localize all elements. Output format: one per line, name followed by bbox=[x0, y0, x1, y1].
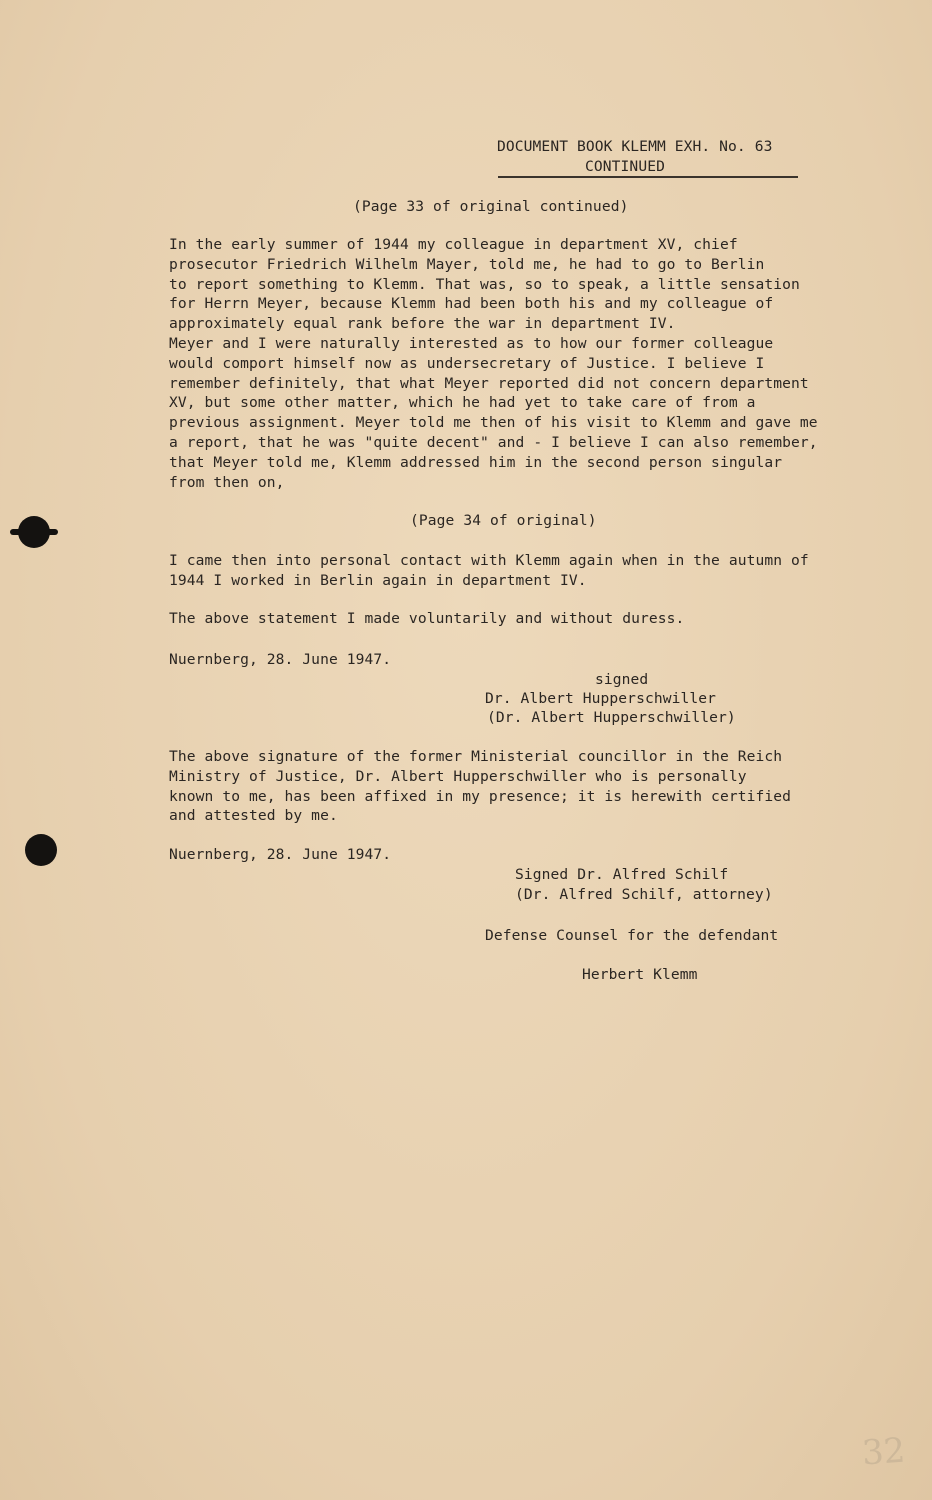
statement-line: The above statement I made voluntarily and without duress. bbox=[169, 610, 685, 627]
defense-counsel-line: Defense Counsel for the defendant bbox=[485, 927, 779, 944]
page-note-34: (Page 34 of original) bbox=[410, 512, 597, 529]
body-paragraph-2: I came then into personal contact with Klemm again when in the autumn of 1944 I worked in Berlin again in department IV. bbox=[169, 552, 809, 589]
place-date-2: Nuernberg, 28. June 1947. bbox=[169, 846, 392, 863]
signed-attorney-parenthetical: (Dr. Alfred Schilf, attorney) bbox=[515, 886, 773, 903]
header-underline bbox=[498, 176, 798, 178]
defendant-name: Herbert Klemm bbox=[582, 966, 698, 983]
punch-hole-icon bbox=[18, 516, 50, 548]
place-date-1: Nuernberg, 28. June 1947. bbox=[169, 651, 392, 668]
document-subtitle: CONTINUED bbox=[585, 158, 665, 175]
page-note-33: (Page 33 of original continued) bbox=[353, 198, 629, 215]
punch-hole-icon bbox=[25, 834, 57, 866]
signed-attorney: Signed Dr. Alfred Schilf bbox=[515, 866, 729, 883]
signed-label-1: signed bbox=[595, 671, 649, 688]
document-title: DOCUMENT BOOK KLEMM EXH. No. 63 bbox=[497, 138, 773, 155]
folio-number: 32 bbox=[860, 1430, 907, 1474]
signatory-1-name: Dr. Albert Hupperschwiller bbox=[485, 690, 717, 707]
body-paragraph-1: In the early summer of 1944 my colleague in department XV, chief prosecutor Friedrich Wilhelm Mayer, told me, he had to go to Berlin to report something to Klemm. That was, so to speak, a little sensation for Herrn Meyer, because Klemm had been both his and my colleague of approximately equal rank before the war in department IV. Meyer and I were naturally interested as to how our former colleague would comport himself now as undersecretary of Justice. I believe I remember definitely, that what Meyer reported did not concern department XV, but some other matter, which he had yet to take care of from a previous assignment. Meyer told me then of his visit to Klemm and gave me a report, that he was "quite decent" and - I believe I can also remember, that Meyer told me, Klemm addressed him in the second person singular from then on, bbox=[169, 236, 818, 491]
certification-paragraph: The above signature of the former Ministerial councillor in the Reich Ministry of Justice, Dr. Albert Hupperschwiller who is personally known to me, has been affixed in my presence; it is herewith certified and attested by me. bbox=[169, 748, 792, 825]
signatory-1-name-parenthetical: (Dr. Albert Hupperschwiller) bbox=[487, 709, 736, 726]
